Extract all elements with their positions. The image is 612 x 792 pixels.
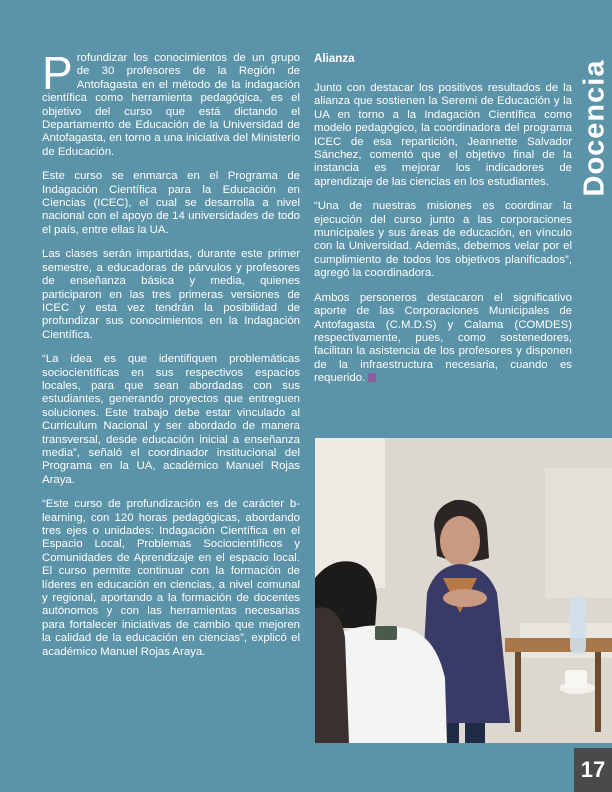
paragraph-icec-program: Este curso se enmarca en el Programa de Indagación Científica para la Educación en Ciencias (ICEC), el cual se desarrolla a nivel nacional con el apoyo de 14 universidades de todo el país, entre ellas la UA.	[42, 170, 300, 236]
intro-paragraph-text: rofundizar los conocimientos de un grupo de 30 profesores de la Región de Antofagasta en el método de la indagación científica como herramienta pedagógica, es el objetivo del curso que está dictando el Departamento de Educación de la Universidad de Antofagasta, en torno a una iniciativa del Ministerio de Educación.	[42, 52, 300, 158]
classroom-photo-illustration	[315, 438, 612, 743]
page-number-text: 17	[580, 757, 606, 782]
classroom-photo	[315, 438, 612, 743]
paragraph-quote-missions: “Una de nuestras misiones es coordinar la ejecución del curso junto a las corporaciones municipales y sus áreas de educación, en vínculo con la Universidad. Además, debemos velar por el cumplimiento de todos los objetivos planificados”, agregó la coordinadora.	[314, 200, 572, 280]
paragraph-quote-course: “Este curso de profundización es de carácter b-learning, con 120 horas pedagógicas, abordando tres ejes o unidades: Indagación Científica en el Espacio Local, Problemas Sociocientíficos y Comunidades de Aprendizaje en el espacio local. El curso permite continuar con la formación de líderes en educación en ciencias, a nivel comunal y regional, aportando a la formación de docentes autónomos y con las herramientas necesarias para fortalecer iniciativas de cambio que mejoren la calidad de la educación en ciencias”, explicó el académico Manuel Rojas Araya.	[42, 498, 300, 658]
page-number	[574, 748, 612, 792]
paragraph-closing	[314, 292, 572, 386]
section-title	[580, 56, 610, 200]
right-column	[314, 52, 572, 397]
drop-cap: P	[42, 47, 73, 99]
paragraph-quote-coordinator: “La idea es que identifiquen problemáticas sociocientíficas en sus respectivos espacios locales, para que sean abordadas con sus estudiantes, generando proyectos que entreguen soluciones. Este trabajo debe estar vinculado al Curriculum Nacional y ser abordado de manera transversal, desde educación inicial a enseñanza media”, señaló el coordinador institucional del Programa en la UA, académico Manuel Rojas Araya.	[42, 353, 300, 486]
paragraph-classes: Las clases serán impartidas, durante este primer semestre, a educadoras de párvulos y profesores de enseñanza básica y media, quienes participaron en las tres primeras versiones de ICEC y esta vez tendrán la posibilidad de profundizar sus conocimientos en la Indagación Científica.	[42, 248, 300, 341]
intro-paragraph	[42, 47, 300, 159]
left-column	[42, 47, 300, 670]
end-of-article-icon	[368, 373, 376, 382]
paragraph-closing-text: Ambos personeros destacaron el significativo aporte de las Corporaciones Municipales de Antofagasta (C.M.D.S) y Calama (COMDES) respectivamente, pues, como sostenedores, facilitan la asistencia de los profesores y disponen de la infraestructura necesaria, cuando es requerido.	[314, 291, 572, 385]
section-heading-alianza: Alianza	[314, 52, 355, 65]
paragraph-alianza: Junto con destacar los positivos resultados de la alianza que sostienen la Seremi de Educación y la UA en torno a la Indagación Científica como modelo pedagógico, la coordinadora del programa ICEC de esa repartición, Jeannette Salvador Sánchez, comentó que el objetivo final de la instancia es mejorar los indicadores de aprendizaje de las ciencias en los estudiantes.	[314, 82, 572, 188]
section-title-text: Docencia	[578, 59, 611, 197]
